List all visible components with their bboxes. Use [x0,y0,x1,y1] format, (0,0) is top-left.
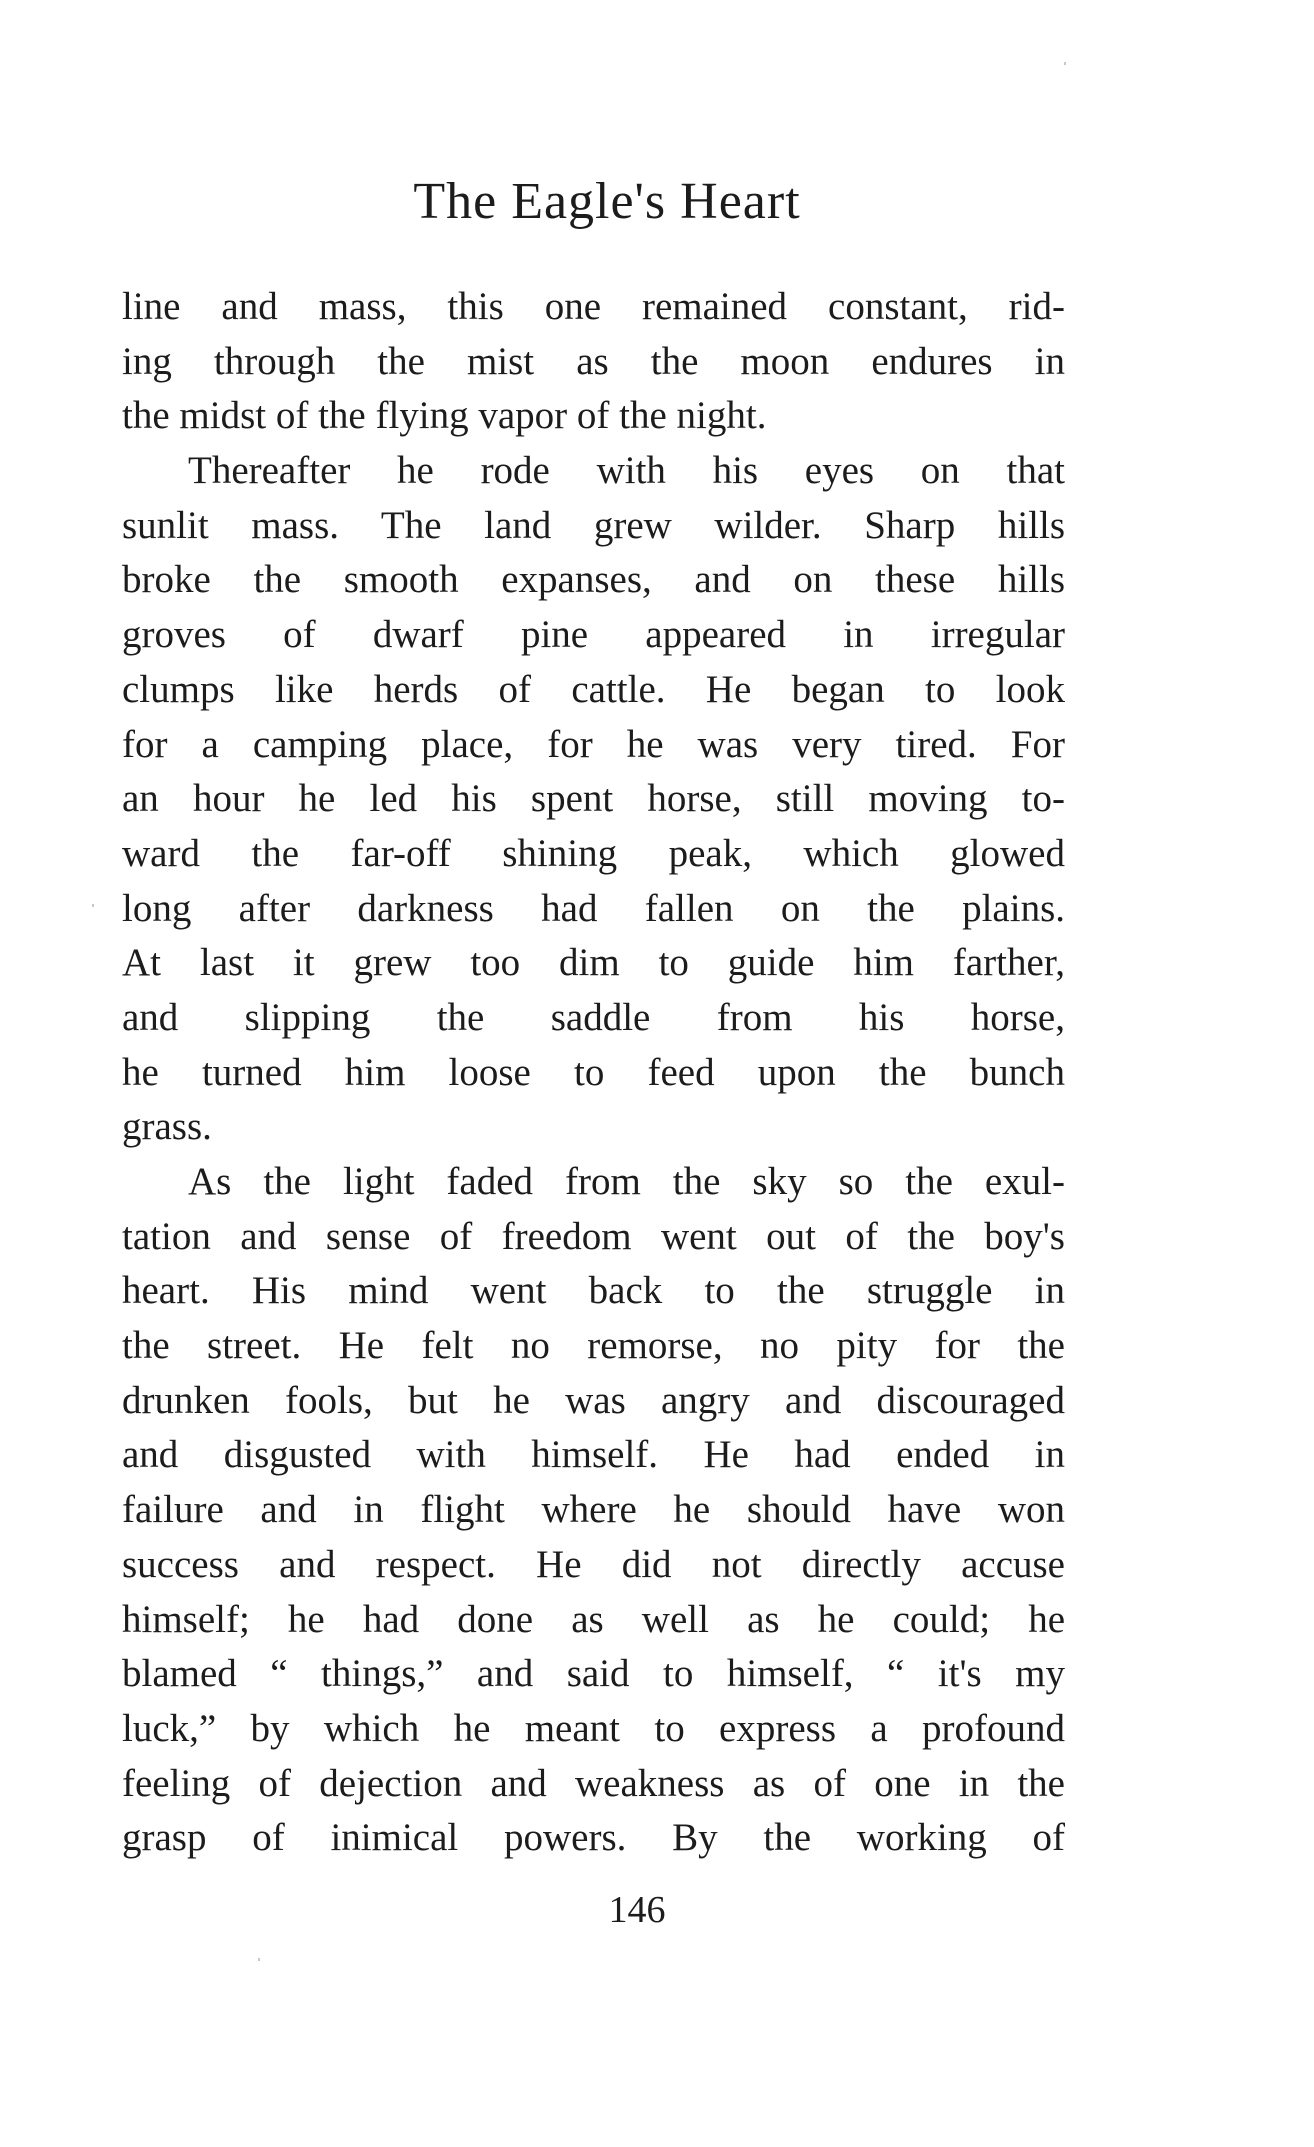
running-head [0,172,1314,231]
text-line: Thereafter he rode with his eyes on that [188,449,1065,493]
scan-speck [92,904,94,907]
text-line: clumps like herds of cattle. He began to look [122,667,1065,711]
text-line: ward the far-off shining peak, which glowed [122,831,1065,875]
page-number: 146 [608,1889,666,1931]
text-line: the midst of the flying vapor of the night. [122,394,767,438]
text-line: himself; he had done as well as he could; he [122,1597,1065,1641]
text-line: success and respect. He did not directly accuse [122,1542,1065,1586]
running-head-title: The Eagle's Heart [413,173,801,230]
text-line: luck,” by which he meant to express a profound [122,1706,1065,1750]
text-line: grasp of inimical powers. By the working of [122,1816,1065,1860]
text-line: broke the smooth expanses, and on these hills [122,558,1065,602]
body-text [122,280,1065,1866]
text-line: line and mass, this one remained constant, rid- [122,285,1065,328]
text-line: tation and sense of freedom went out of the boy's [122,1214,1065,1258]
text-line: groves of dwarf pine appeared in irregular [122,613,1065,657]
text-line: sunlit mass. The land grew wilder. Sharp hills [122,503,1065,547]
scan-speck [1064,62,1066,65]
text-line: and slipping the saddle from his horse, [122,995,1065,1039]
text-line: grass. [122,1105,212,1149]
text-line: As the light faded from the sky so the exul- [188,1160,1065,1203]
text-line: the street. He felt no remorse, no pity for the [122,1324,1065,1368]
text-line: long after darkness had fallen on the plains. [122,886,1065,930]
text-line: he turned him loose to feed upon the bunch [122,1050,1065,1094]
text-line: feeling of dejection and weakness as of one in the [122,1761,1065,1805]
text-line: blamed “ things,” and said to himself, “ it's my [122,1652,1065,1696]
text-line: for a camping place, for he was very tired. For [122,722,1065,766]
scan-speck [258,1958,260,1961]
text-line: failure and in flight where he should have won [122,1488,1065,1532]
text-line: ing through the mist as the moon endures in [122,339,1065,383]
text-line: drunken fools, but he was angry and discouraged [122,1378,1065,1422]
text-line: At last it grew too dim to guide him farther, [122,941,1065,985]
text-line: heart. His mind went back to the struggle in [122,1269,1065,1313]
text-line: and disgusted with himself. He had ended in [122,1433,1065,1477]
text-line: an hour he led his spent horse, still moving to- [122,777,1065,821]
